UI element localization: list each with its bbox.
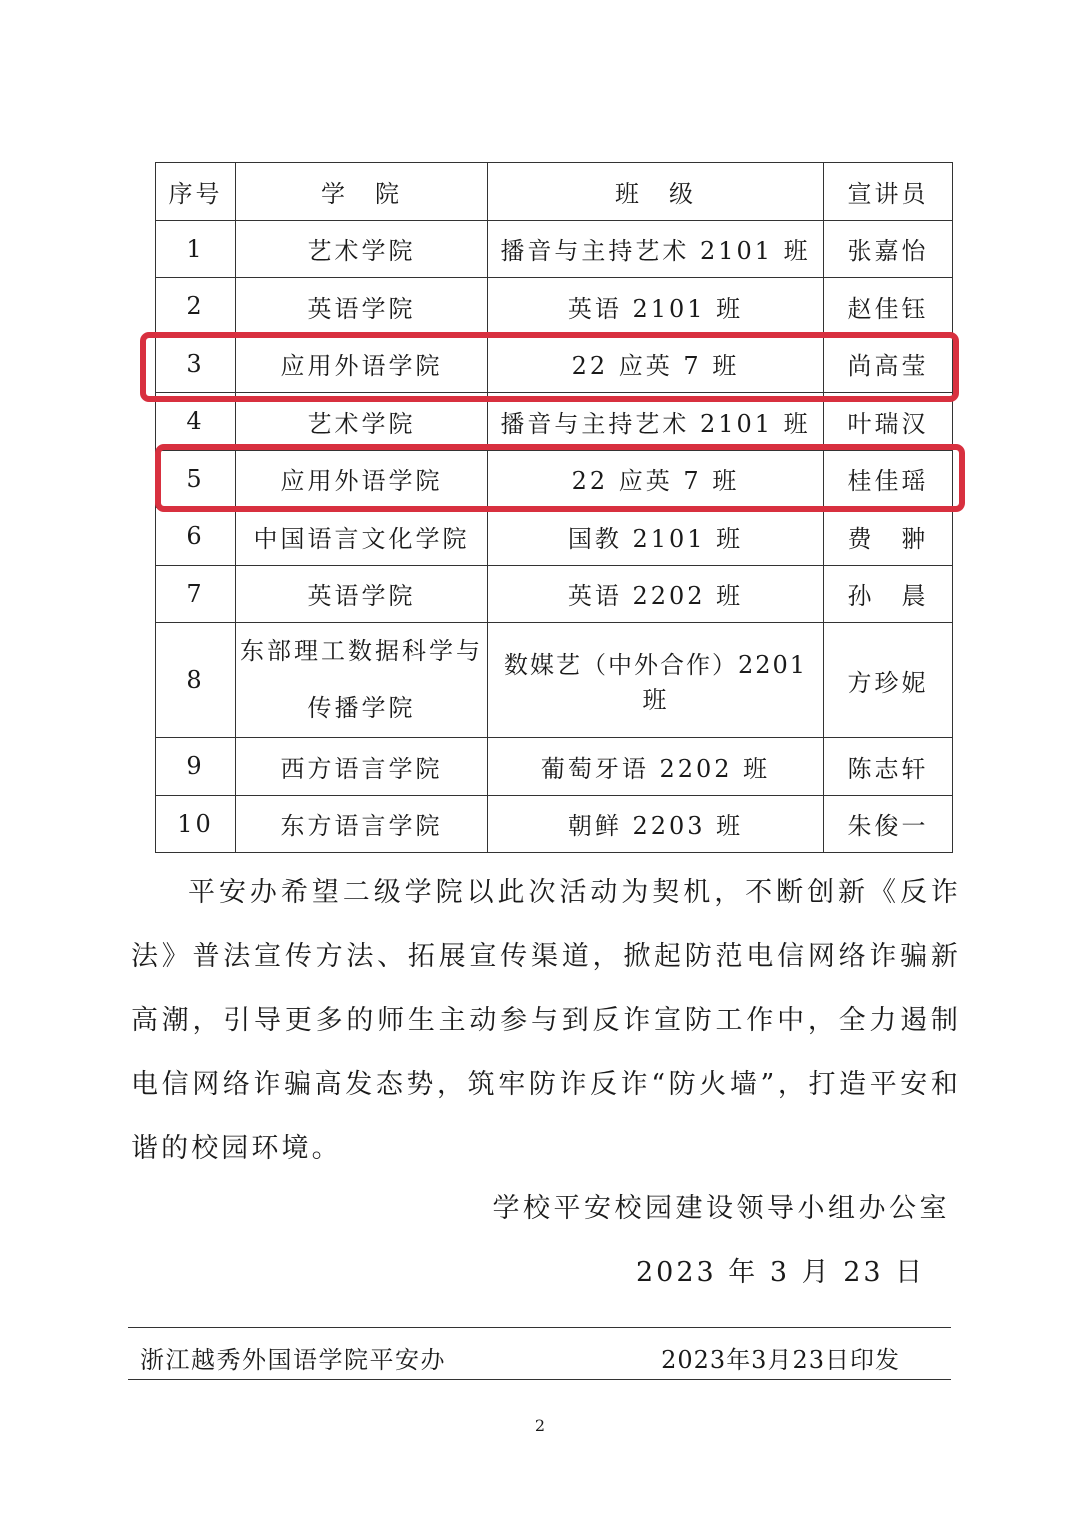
footer-rule-bottom: [128, 1379, 951, 1380]
cell-speaker: 方珍妮: [824, 623, 953, 738]
header-speaker: 宣讲员: [824, 163, 953, 221]
cell-class: 数媒艺（中外合作）2201 班: [488, 623, 824, 738]
cell-index: 7: [156, 565, 236, 623]
table-row: [156, 508, 953, 566]
cell-class: 22 应英 7 班: [488, 450, 824, 508]
table-header-row: [156, 163, 953, 221]
cell-index: 2: [156, 278, 236, 336]
cell-index: 1: [156, 220, 236, 278]
cell-index: 6: [156, 508, 236, 566]
signature-office: 学校平安校园建设领导小组办公室: [492, 1193, 950, 1224]
cell-college: 东方语言学院: [236, 795, 488, 853]
cell-speaker: 尚高莹: [824, 335, 953, 393]
cell-college: 应用外语学院: [236, 450, 488, 508]
table-row: [156, 738, 953, 796]
cell-college-line-2: 传播学院: [307, 694, 416, 722]
table-row: [156, 335, 953, 393]
signature-date: 2023 年 3 月 23 日: [636, 1257, 926, 1288]
cell-college: 艺术学院: [236, 220, 488, 278]
header-college: 学 院: [236, 163, 488, 221]
cell-college: 中国语言文化学院: [236, 508, 488, 566]
cell-class: 朝鲜 2203 班: [488, 795, 824, 853]
body-paragraph: 平安办希望二级学院以此次活动为契机，不断创新《反诈法》普法宣传方法、拓展宣传渠道，掀起防范电信网络诈骗新高潮，引导更多的师生主动参与到反诈宣防工作中，全力遏制电信网络诈骗高发态势，筑牢防诈反诈“防火墙”，打造平安和谐的校园环境。: [131, 877, 961, 1164]
table-row: [156, 623, 953, 738]
page-number: 2: [534, 1416, 546, 1435]
cell-college: 英语学院: [236, 278, 488, 336]
cell-college: 英语学院: [236, 565, 488, 623]
cell-speaker: 费 翀: [824, 508, 953, 566]
cell-class: 国教 2101 班: [488, 508, 824, 566]
cell-index: 4: [156, 393, 236, 451]
cell-index: 5: [156, 450, 236, 508]
cell-index: 9: [156, 738, 236, 796]
cell-college: 艺术学院: [236, 393, 488, 451]
cell-index: 3: [156, 335, 236, 393]
cell-speaker: 叶瑞汉: [824, 393, 953, 451]
cell-speaker: 赵佳钰: [824, 278, 953, 336]
cell-index: 10: [156, 795, 236, 853]
table-row: [156, 278, 953, 336]
cell-class: 英语 2101 班: [488, 278, 824, 336]
cell-index: 8: [156, 623, 236, 738]
header-index: 序号: [156, 163, 236, 221]
cell-class: 播音与主持艺术 2101 班: [488, 393, 824, 451]
table-row: [156, 795, 953, 853]
cell-class: 葡萄牙语 2202 班: [488, 738, 824, 796]
cell-class: 播音与主持艺术 2101 班: [488, 220, 824, 278]
cell-college-line-1: 东部理工数据科学与: [240, 637, 483, 665]
footer-rule-top: [128, 1327, 951, 1328]
cell-speaker: 陈志轩: [824, 738, 953, 796]
cell-class: 22 应英 7 班: [488, 335, 824, 393]
cell-class: 英语 2202 班: [488, 565, 824, 623]
cell-speaker: 朱俊一: [824, 795, 953, 853]
table-row: [156, 450, 953, 508]
cell-speaker: 孙 晨: [824, 565, 953, 623]
table-row: [156, 220, 953, 278]
cell-college: 西方语言学院: [236, 738, 488, 796]
table-row: [156, 393, 953, 451]
cell-college: [236, 623, 488, 738]
cell-speaker: 张嘉怡: [824, 220, 953, 278]
speaker-roster-table: [155, 162, 953, 853]
footer-issue-date: 2023年3月23日印发: [661, 1346, 900, 1374]
footer-issuer: 浙江越秀外国语学院平安办: [140, 1346, 446, 1374]
table-row: [156, 565, 953, 623]
cell-college: 应用外语学院: [236, 335, 488, 393]
header-class: 班 级: [488, 163, 824, 221]
cell-speaker: 桂佳瑶: [824, 450, 953, 508]
